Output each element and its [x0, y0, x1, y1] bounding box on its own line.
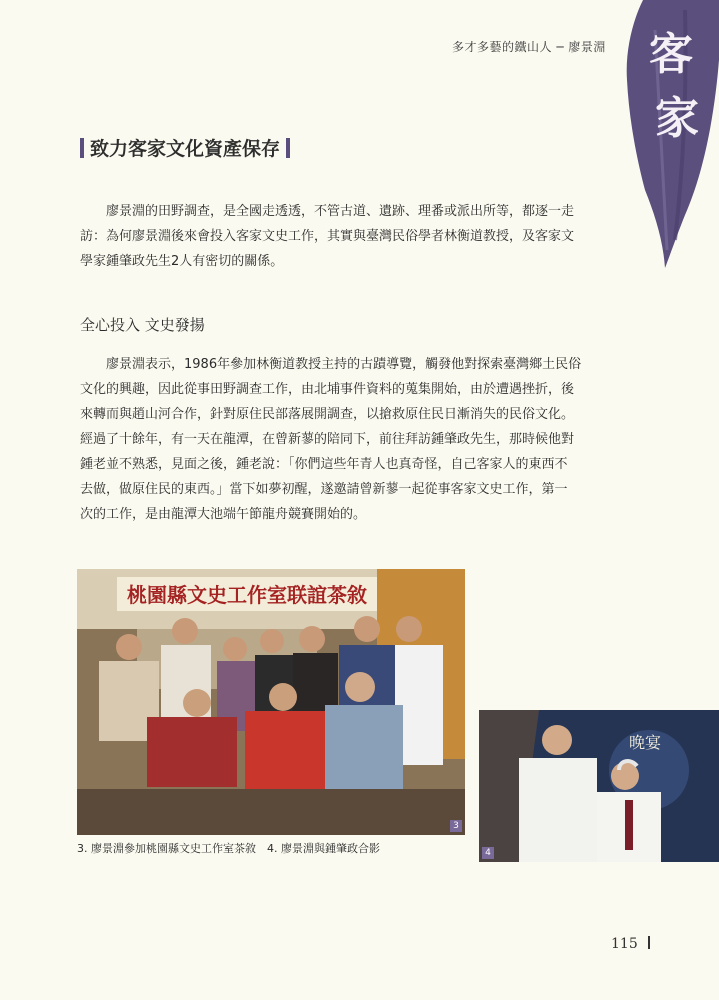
- photo4-banner: 晚宴: [629, 733, 662, 752]
- brush-char-2: 家: [655, 93, 699, 144]
- subheading: 全心投入 文史發揚: [80, 316, 205, 334]
- group-photo: [77, 569, 465, 835]
- photo4-number: 4: [482, 847, 494, 859]
- intro-line: 訪：為何廖景淵後來會投入客家文史工作，其實與臺灣民俗學者林衡道教授，及客家文: [80, 229, 575, 244]
- page-number-text: 115: [611, 936, 638, 952]
- page-number: [611, 936, 650, 952]
- intro-line: 學家鍾肇政先生2人有密切的關係。: [80, 254, 284, 269]
- intro-paragraph: [80, 199, 600, 274]
- page-number-bar-icon: [648, 936, 650, 949]
- body-line: 去做，做原住民的東西。」當下如夢初醒，遂邀請曾新蓼一起從事客家文史工作，第一: [80, 482, 568, 497]
- body-line: 次的工作，是由龍潭大池端午節龍舟競賽開始的。: [80, 507, 367, 522]
- body-line: 鍾老並不熟悉，見面之後，鍾老說：「你們這些年青人也真奇怪，自己客家人的東西不: [80, 457, 568, 472]
- title-bar-left-icon: [80, 138, 84, 158]
- body-line: 經過了十餘年，有一天在龍潭，在曾新蓼的陪同下，前往拜訪鍾肇政先生，那時候他對: [80, 432, 575, 447]
- running-header: 多才多藝的鐵山人 ─ 廖景淵: [452, 40, 606, 54]
- body-paragraph: [80, 352, 600, 527]
- brush-char-1: 客: [649, 29, 693, 80]
- brush-stroke-decoration: [615, 0, 719, 270]
- portrait-photo-illustration: [479, 710, 719, 862]
- section-title: [80, 134, 290, 161]
- section-title-text: 致力客家文化資產保存: [90, 138, 281, 160]
- portrait-photo: [479, 710, 719, 862]
- title-bar-right-icon: [286, 138, 290, 158]
- photo-caption: 3. 廖景淵參加桃園縣文史工作室茶敘 4. 廖景淵與鍾肇政合影: [77, 842, 380, 855]
- body-line: 文化的興趣，因此從事田野調查工作，由北埔事件資料的蒐集開始，由於遭遇挫折，後: [80, 382, 575, 397]
- group-photo-illustration: [77, 569, 465, 835]
- intro-line: 廖景淵的田野調查，是全國走透透，不管古道、遺跡、理番或派出所等，都逐一走: [106, 204, 575, 219]
- photo3-number: 3: [450, 820, 462, 832]
- body-line: 來轉而與趙山河合作，針對原住民部落展開調查，以搶救原住民日漸消失的民俗文化。: [80, 407, 575, 422]
- body-line: 廖景淵表示，1986年參加林衡道教授主持的古蹟導覽，觸發他對探索臺灣鄉土民俗: [106, 357, 582, 372]
- photo3-banner: 桃園縣文史工作室联誼茶敘: [127, 583, 367, 607]
